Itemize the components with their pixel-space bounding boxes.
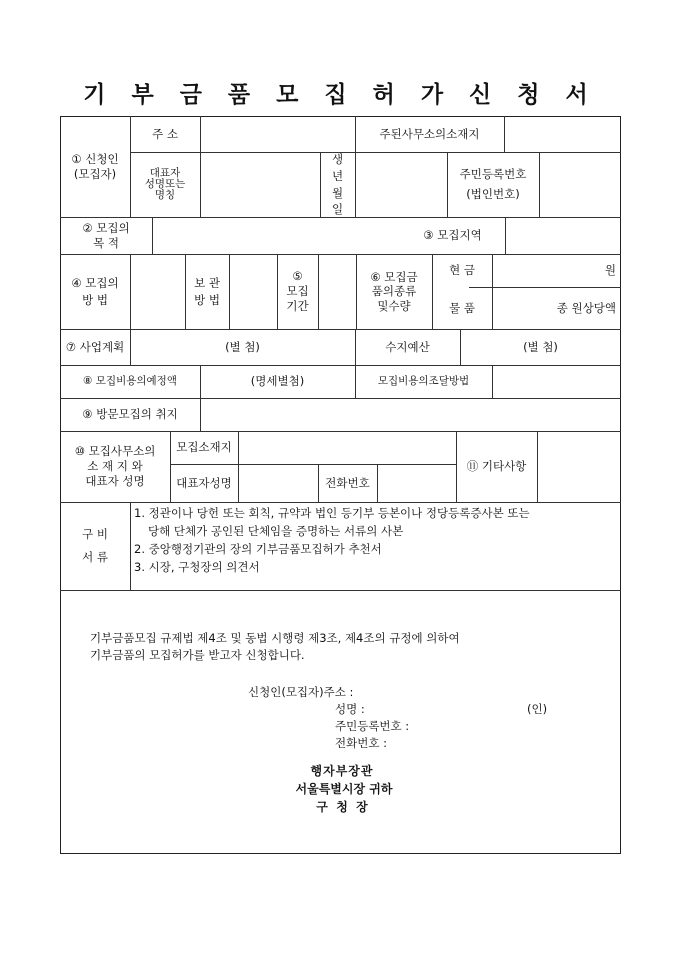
office-rep-label: 대표자성명 [176,475,232,490]
cost-estimate-value: (명세별첨) [250,374,305,389]
signature-name: 성명 : [335,702,365,716]
grid-line [504,116,505,152]
document-item-continued: 당해 단체가 공인된 단체임을 증명하는 서류의 사본 [148,524,404,538]
declaration-text: 기부금품모집 규제법 제4조 및 동법 시행령 제3조, 제4조의 규정에 의하여 기부금품의 모집허가를 받고자 신청합니다. [90,631,460,662]
addressee-district-head: 구 청 장 [316,800,368,814]
grid-line [152,217,153,254]
region-label: ③ 모집지역 [423,228,482,243]
signature-phone: 전화번호 : [335,736,387,750]
grid-line [377,464,378,502]
grid-line [539,152,540,217]
method-label: ④ 모집의 방 법 [71,276,119,307]
grid-line [492,365,493,398]
grid-line [537,431,538,502]
visit-purpose-label: ⑨ 방문모집의 취지 [82,407,178,422]
document-item: 1. 정관이나 당헌 또는 회칙, 규약과 법인 등기부 등본이나 정당등록증사본 또는 [134,506,530,520]
cash-unit: 원 [604,263,616,278]
signature-address: 신청인(모집자)주소 : [248,685,354,699]
office-location-field-label: 모집소재지 [176,440,232,455]
address-label: 주 소 [152,126,178,141]
documents-list [134,504,614,576]
goods-label: 물 품 [449,300,475,315]
cost-funding-label: 모집비용의조달방법 [377,374,470,387]
registration-number-label: 주민등록번호 (법인번호) [459,166,527,201]
period-label: ⑤ 모집 기간 [286,269,309,313]
other-label: ⑪ 기타사항 [466,459,527,474]
addressee-mayor: 서울특별시장 귀하 [295,782,393,796]
budget-value: (별 첨) [523,339,558,354]
office-location-label: 주된사무소의소재지 [379,126,480,141]
signature-registration-number: 주민등록번호 : [335,719,410,733]
phone-label: 전화번호 [325,475,370,490]
document-item: 2. 중앙행정기관의 장의 기부금품모집허가 추천서 [134,542,382,556]
birth-date-label: 생 년 월 일 [331,152,344,217]
signature-seal: (인) [527,702,548,716]
form-title: 기 부 금 품 모 집 허 가 신 청 서 [83,81,597,108]
grid-line [130,254,131,329]
document-item: 3. 시장, 구청장의 의견서 [134,560,260,574]
grid-line [318,254,319,329]
applicant-label: ① 신청인 (모집자) [71,151,119,181]
grid-line [505,217,506,254]
grid-line [60,502,621,503]
cost-estimate-label: ⑧ 모집비용의예정액 [83,374,177,387]
goods-unit: 종 원상당액 [556,300,616,315]
addressee-minister: 행자부장관 [310,764,374,778]
grid-line [130,502,131,590]
office-label: ⑩ 모집사무소의 소 재 지 와 대표자 성명 [74,444,156,488]
grid-line [229,254,230,329]
budget-label: 수지예산 [385,339,430,354]
documents-label: 구 비 서 류 [82,527,108,564]
storage-method-label: 보 관 방 법 [194,276,220,307]
grid-line [60,590,621,591]
grid-line [200,398,201,431]
donation-kind-label: ⑥ 모집금 품의종류 및수량 [370,269,418,313]
representative-label: 대표자 성명또는 명칭 [144,166,186,201]
business-plan-label: ⑦ 사업계획 [65,339,125,354]
grid-line [200,116,201,217]
business-plan-value: (별 첨) [225,339,260,354]
cash-label: 현 금 [449,263,475,278]
grid-line [130,152,621,153]
purpose-label: ② 모집의 목 적 [82,221,130,250]
grid-line [238,431,239,502]
